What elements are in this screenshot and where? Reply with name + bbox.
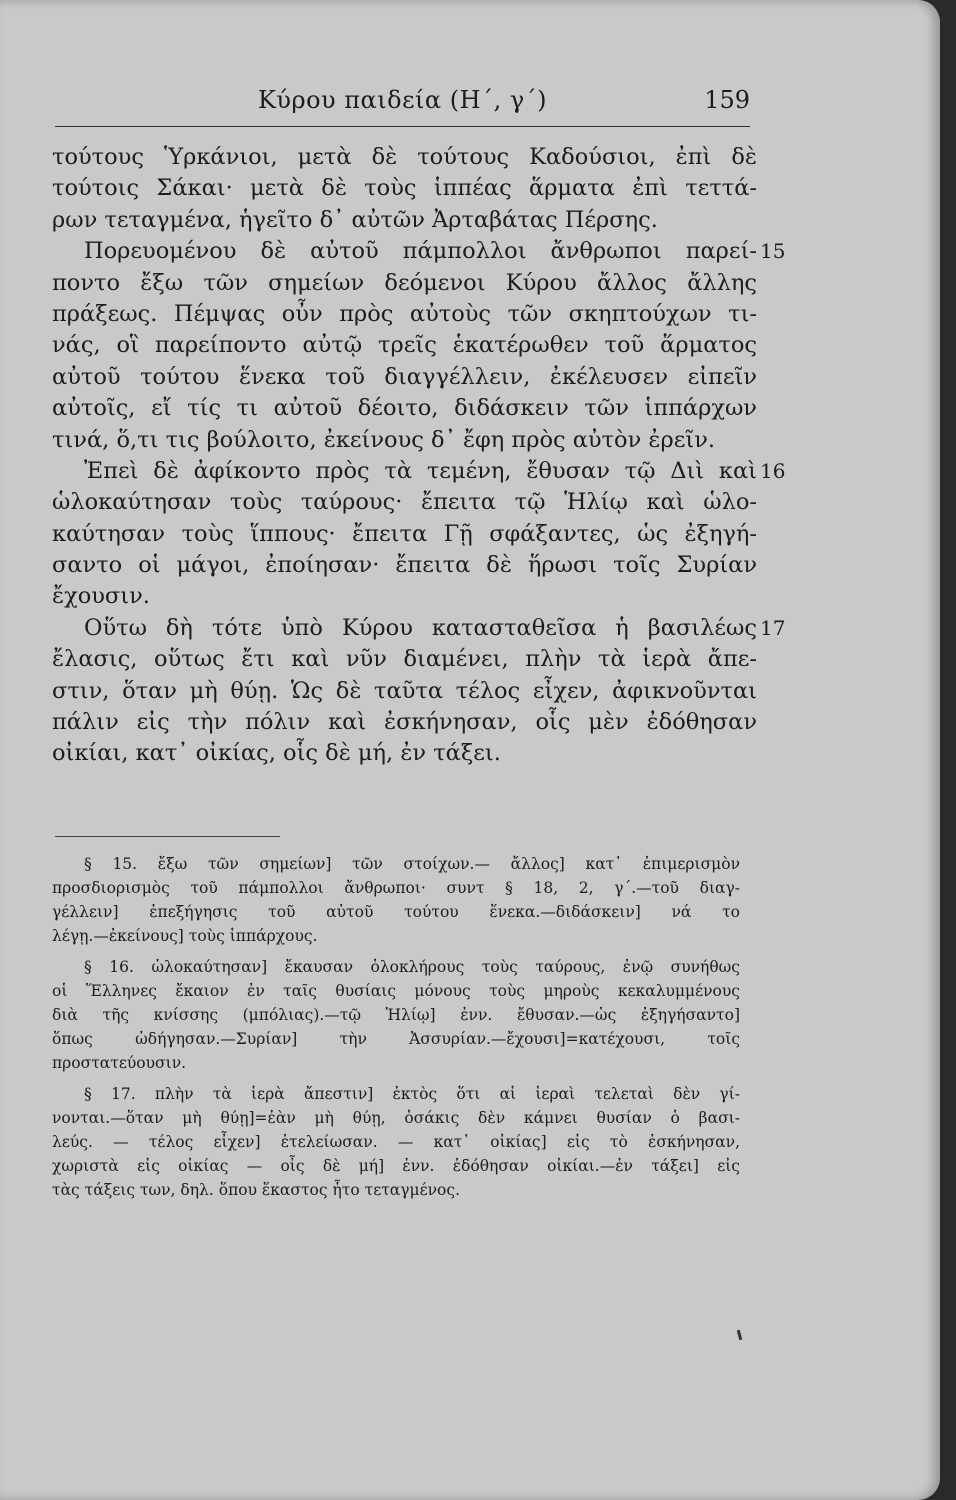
text-line xyxy=(52,142,757,173)
footnote-line: λέγῃ.—ἐκείνους] τοὺς ἱππάρχους. xyxy=(52,927,318,945)
text-line-content: πράξεως. Πέμψας οὖν πρὸς αὐτοὺς τῶν σκηπτούχων τι- xyxy=(52,300,757,327)
text-line-content: πάλιν εἰς τὴν πόλιν καὶ ἐσκήνησαν, οἷς μὲν ἐδόθησαν xyxy=(52,709,757,736)
text-line-content: καύτησαν τοὺς ἵππους· ἔπειτα Γῇ σφάξαντες, ὡς ἐξηγή- xyxy=(52,520,757,547)
text-line xyxy=(52,425,757,456)
text-line xyxy=(52,613,786,644)
text-line xyxy=(52,644,757,675)
text-line xyxy=(52,393,757,424)
main-text xyxy=(52,142,786,770)
text-line-content: Οὕτω δὴ τότε ὑπὸ Κύρου κατασταθεῖσα ἡ βασιλέως xyxy=(84,614,757,641)
text-line-content: αὐτοῦ τούτου ἕνεκα τοῦ διαγγέλλειν, ἐκέλευσεν εἰπεῖν xyxy=(52,363,757,390)
text-line-content: νάς, οἳ παρείποντο αὐτῷ τρεῖς ἑκατέρωθεν τοῦ ἅρματος xyxy=(52,332,757,359)
text-line xyxy=(52,707,757,738)
text-line-content: αὐτοῖς, εἴ τίς τι αὐτοῦ δέοιτο, διδάσκειν τῶν ἱππάρχων xyxy=(52,395,757,422)
footnote-line: § 17. πλὴν τὰ ἱερὰ ἄπεστιν] ἐκτὸς ὅτι αἱ ἱεραὶ τελεταὶ δὲν γί- xyxy=(84,1085,740,1103)
running-head xyxy=(55,82,750,127)
footnote-line: διὰ τῆς κνίσσης (μπόλιας).—τῷ Ἡλίῳ] ἐνν. ἔθυσαν.—ὡς ἐξηγήσαντο] xyxy=(52,1006,740,1024)
section-number: 17 xyxy=(760,615,786,640)
text-line-content: ἔχουσιν. xyxy=(52,583,150,610)
text-line-content: Πορευομένου δὲ αὐτοῦ πάμπολλοι ἄνθρωποι παρεί- xyxy=(84,238,757,265)
text-line xyxy=(52,519,757,550)
text-line xyxy=(52,299,757,330)
section-number: 16 xyxy=(760,458,786,483)
text-line-content: Ἐπεὶ δὲ ἀφίκοντο πρὸς τὰ τεμένη, ἔθυσαν τῷ Διὶ καὶ xyxy=(84,457,757,484)
text-line xyxy=(52,487,757,518)
footnote-line: γέλλειν] ἐπεξήγησις τοῦ αὐτοῦ τούτου ἕνεκα.—διδάσκειν] νά το xyxy=(52,903,740,921)
text-line xyxy=(52,236,786,267)
footnote-line: § 16. ὡλοκαύτησαν] ἔκαυσαν ὁλοκλήρους τοὺς ταύρους, ἐνῷ συνήθως xyxy=(84,958,740,976)
text-line-content: τούτους Ὑρκάνιοι, μετὰ δὲ τούτους Καδούσιοι, ἐπὶ δὲ xyxy=(52,144,757,170)
text-line xyxy=(52,456,786,487)
section-number: 15 xyxy=(760,239,786,264)
footnote-line: χωριστὰ εἰς οἰκίας — οἷς δὲ μή] ἐνν. ἐδόθησαν οἰκίαι.—ἐν τάξει] εἰς xyxy=(52,1157,740,1175)
text-line xyxy=(52,330,757,361)
footnote-line: τὰς τάξεις των, δηλ. ὅπου ἕκαστος ἦτο τεταγμένος. xyxy=(52,1181,460,1199)
text-line-content: οἰκίαι, κατ᾽ οἰκίας, οἷς δὲ μή, ἐν τάξει. xyxy=(52,740,501,767)
text-line xyxy=(52,581,757,612)
footnote-rule xyxy=(55,836,280,837)
footnote-line: ὅπως ὡδήγησαν.—Συρίαν] τὴν Ἀσσυρίαν.—ἔχουσι]=κατέχουσι, τοῖς xyxy=(52,1030,740,1048)
ink-mark xyxy=(737,1330,742,1340)
text-line xyxy=(52,550,757,581)
text-line xyxy=(52,676,757,707)
text-line xyxy=(52,268,757,299)
text-line-content: ὡλοκαύτησαν τοὺς ταύρους· ἔπειτα τῷ Ἡλίῳ καὶ ὡλο- xyxy=(52,489,757,516)
text-line-content: τούτοις Σάκαι· μετὰ δὲ τοὺς ἱππέας ἅρματα ἐπὶ τεττά- xyxy=(52,175,757,202)
text-line-content: ἔλασις, οὕτως ἔτι καὶ νῦν διαμένει, πλὴν τὰ ἱερὰ ἄπε- xyxy=(52,646,757,673)
footnotes xyxy=(52,852,740,1202)
footnote-line: προσδιορισμὸς τοῦ πάμπολλοι ἄνθρωποι· συντ § 18, 2, γ΄.—τοῦ διαγ- xyxy=(52,879,740,897)
text-line-content: ποντο ἔξω τῶν σημείων δεόμενοι Κύρου ἄλλος ἄλλης xyxy=(52,269,757,296)
footnote-line: λεύς. — τέλος εἶχεν] ἐτελείωσαν. — κατ᾽ οἰκίας] εἰς τὸ ἐσκήνησαν, xyxy=(52,1133,740,1151)
text-line xyxy=(52,738,757,769)
text-line-content: ρων τεταγμένα, ἡγεῖτο δ᾽ αὐτῶν Ἀρταβάτας Πέρσης. xyxy=(52,206,658,233)
text-line-content: στιν, ὅταν μὴ θύῃ. Ὡς δὲ ταῦτα τέλος εἶχεν, ἀφικνοῦνται xyxy=(52,677,757,704)
footnote-line: νονται.—ὅταν μὴ θύῃ]=ἐὰν μὴ θύῃ, ὁσάκις δὲν κάμνει θυσίαν ὁ βασι- xyxy=(52,1109,740,1127)
page-number: 159 xyxy=(704,86,750,114)
text-line-content: σαντο οἱ μάγοι, ἐποίησαν· ἔπειτα δὲ ἥρωσι τοῖς Συρίαν xyxy=(52,552,757,579)
text-line xyxy=(52,173,757,204)
text-line xyxy=(52,205,757,236)
footnote-line: § 15. ἔξω τῶν σημείων] τῶν στοίχων.— ἄλλος] κατ᾽ ἐπιμερισμὸν xyxy=(84,855,740,873)
running-head-title: Κύρου παιδεία (Η΄, γ΄) xyxy=(257,86,548,114)
text-line xyxy=(52,362,757,393)
footnote-line: οἱ Ἕλληνες ἔκαιον ἐν ταῖς θυσίαις μόνους τοὺς μηροὺς κεκαλυμμένους xyxy=(52,982,740,1000)
footnote-line: προστατεύουσιν. xyxy=(52,1054,187,1072)
text-line-content: τινά, ὅ,τι τις βούλοιτο, ἐκείνους δ᾽ ἔφη πρὸς αὐτὸν ἐρεῖν. xyxy=(52,426,716,453)
